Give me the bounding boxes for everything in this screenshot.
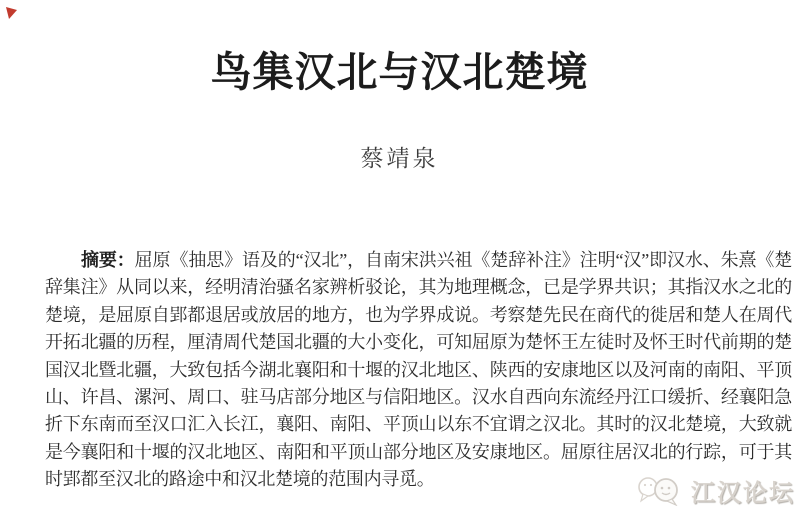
red-triangle-mark-icon (5, 6, 18, 20)
forum-watermark (636, 473, 795, 508)
abstract-paragraph (45, 247, 792, 494)
abstract-label: 摘要： (81, 250, 135, 270)
page-title: 鸟集汉北与汉北楚境 (210, 49, 589, 95)
abstract-text: 屈原《抽思》语及的“汉北”，自南宋洪兴祖《楚辞补注》注明“汉”即汉水、朱熹《楚辞集注》从同以来，经明清治骚名家辨析驳论，其为地理概念，已是学界共识；其指汉水之北的楚境，是屈原自郢都退居或放居的地方，也为学界成说。考察楚先民在商代的徙居和楚人在周代开拓北疆的历程，厘清周代楚国北疆的大小变化，可知屈原为楚怀王左徒时及怀王时代前期的楚国汉北暨北疆，大致包括今湖北襄阳和十堰的汉北地区、陕西的安康地区以及河南的南阳、平顶山、许昌、漯河、周口、驻马店部分地区与信阳地区。汉水自西向东流经丹江口缓折、经襄阳急折下东南而至汉口汇入长江，襄阳、南阳、平顶山以东不宜谓之汉北。其时的汉北楚境，大致就是今襄阳和十堰的汉北地区、南阳和平顶山部分地区及安康地区。屈原往居汉北的行踪，可于其时郢都至汉北的路途中和汉北楚境的范围内寻觅。 (45, 250, 792, 490)
chat-bubbles-logo-icon (636, 475, 684, 506)
author-name: 蔡靖泉 (360, 146, 439, 172)
watermark-text: 江汉论坛 (691, 480, 795, 507)
